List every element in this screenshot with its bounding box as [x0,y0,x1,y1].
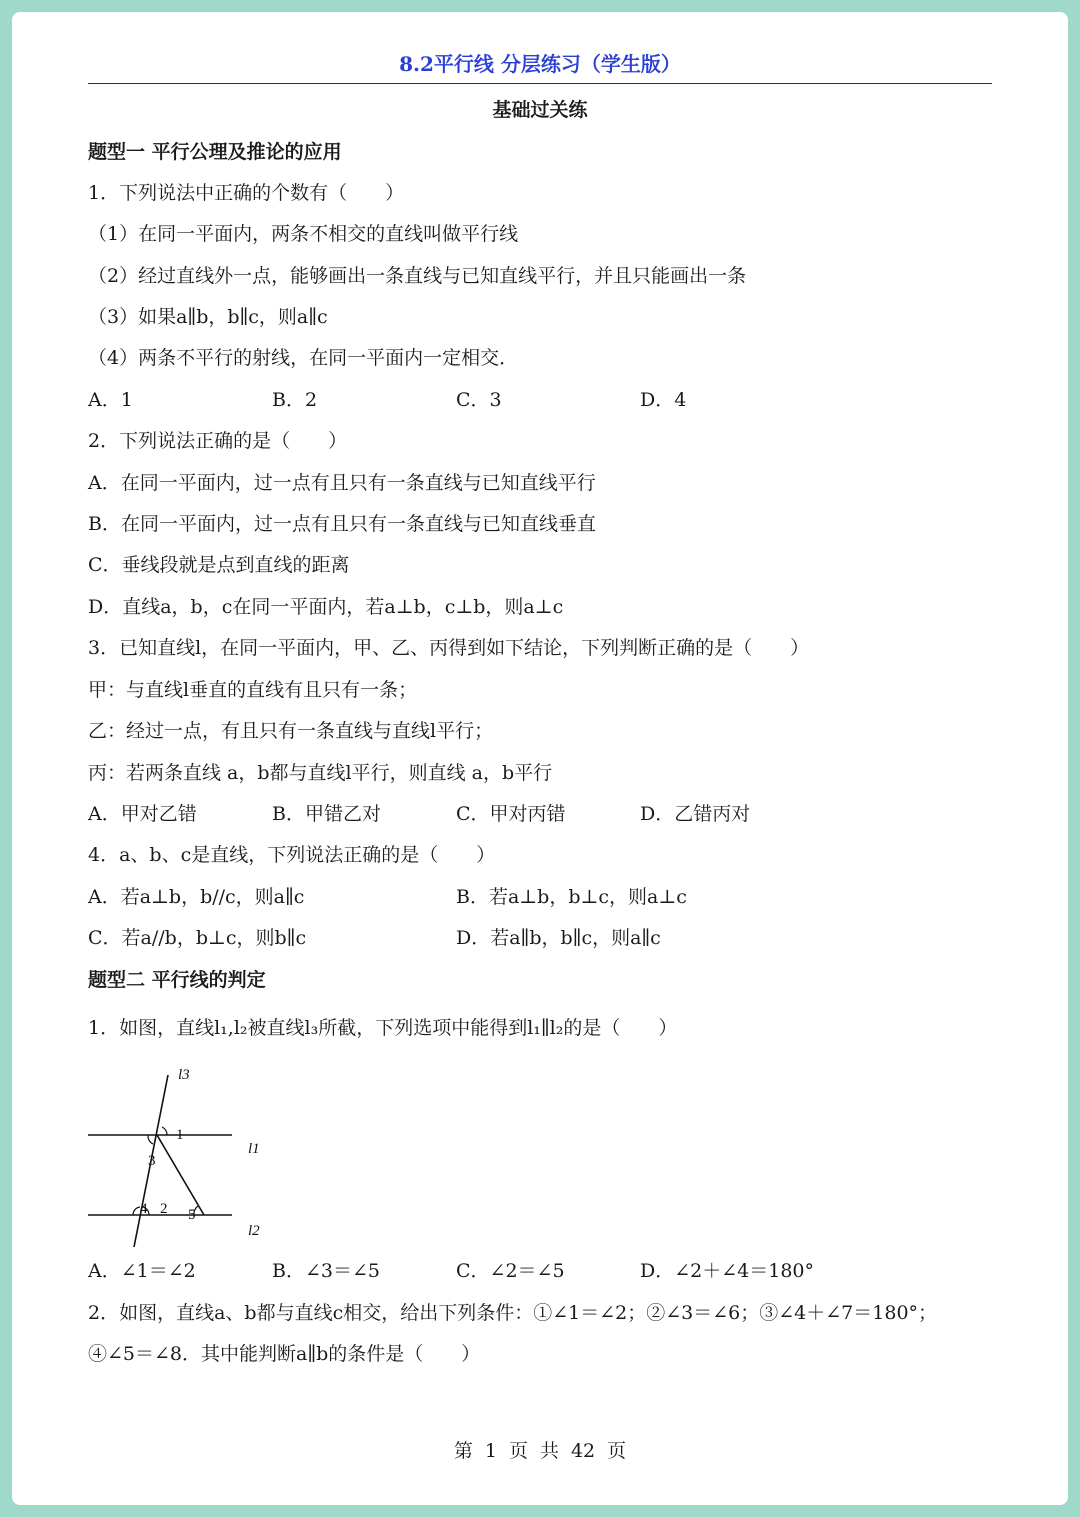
t1-q3-option-c: C．甲对丙错 [456,803,566,825]
footer-page-word: 页 [508,1440,528,1462]
t2-q2-line-1: 2．如图，直线a、b都与直线c相交，给出下列条件：①∠1＝∠2；②∠3＝∠6；③∠4＋∠7＝180°； [88,1302,938,1324]
t1-q2-option-a: A．在同一平面内，过一点有且只有一条直线与已知直线平行 [88,472,596,494]
t1-q2-option-c: C．垂线段就是点到直线的距离 [88,554,350,576]
t1-q3-bing: 丙：若两条直线 a，b都与直线l平行，则直线 a，b平行 [88,762,553,784]
t1-q4-option-a: A．若a⊥b，b//c，则a∥c [88,886,305,908]
t1-q2-option-d: D．直线a，b，c在同一平面内，若a⊥b，c⊥b，则a⊥c [88,596,564,618]
t1-q1-statement-3: （3）如果a∥b，b∥c，则a∥c [88,306,328,328]
t1-q1-option-a: A．1 [88,389,133,411]
label-angle-1: 1 [176,1127,184,1143]
section-title: 基础过关练 [492,99,588,121]
type1-heading: 题型一 平行公理及推论的应用 [88,141,342,163]
page-footer [12,1436,1068,1463]
footer-total-pages: 42 [570,1440,596,1462]
parallel-lines-figure [82,1057,282,1257]
label-angle-3: 3 [148,1153,156,1169]
document-title: 8.2平行线 分层练习（学生版） [399,52,681,76]
angle-1-arc [162,1127,167,1135]
footer-page-number: 1 [484,1440,497,1462]
t1-q3-option-b: B．甲错乙对 [272,803,381,825]
document-page [12,12,1068,1505]
t1-q3-yi: 乙：经过一点，有且只有一条直线与直线l平行； [88,720,494,742]
t1-q1-option-d: D．4 [640,389,687,411]
t1-q3-option-d: D．乙错丙对 [640,803,751,825]
t1-q4-option-d: D．若a∥b，b∥c，则a∥c [456,927,661,949]
label-l3: l3 [178,1067,190,1083]
t1-q2-option-b: B．在同一平面内，过一点有且只有一条直线与已知直线垂直 [88,513,596,535]
footer-total-suffix: 页 [607,1440,627,1462]
angle-3-arc [148,1135,153,1144]
t1-q1-option-b: B．2 [272,389,318,411]
t1-q3-jia: 甲：与直线l垂直的直线有且只有一条； [88,679,418,701]
t2-q1-option-d: D．∠2＋∠4＝180° [640,1260,815,1282]
t2-q1-option-c: C．∠2＝∠5 [456,1260,565,1282]
t1-q1-statement-1: （1）在同一平面内，两条不相交的直线叫做平行线 [88,223,519,245]
header-divider [88,83,992,84]
label-angle-2: 2 [160,1201,168,1217]
t2-q2-line-2: ④∠5＝∠8．其中能判断a∥b的条件是（ ） [88,1343,481,1365]
footer-total-prefix: 共 [539,1440,559,1462]
t1-q2-stem: 2．下列说法正确的是（ ） [88,430,348,452]
t2-q1-option-a: A．∠1＝∠2 [88,1260,196,1282]
t1-q3-option-a: A．甲对乙错 [88,803,197,825]
angle-4-arc [133,1207,140,1215]
t1-q4-option-c: C．若a//b，b⊥c，则b∥c [88,927,307,949]
t1-q1-statement-2: （2）经过直线外一点，能够画出一条直线与已知直线平行，并且只能画出一条 [88,265,747,287]
t1-q4-option-b: B．若a⊥b，b⊥c，则a⊥c [456,886,687,908]
label-angle-4: 4 [140,1201,148,1217]
t1-q4-stem: 4．a、b、c是直线，下列说法正确的是（ ） [88,844,496,866]
t1-q1-statement-4: （4）两条不平行的射线，在同一平面内一定相交． [88,347,519,369]
t1-q3-stem: 3．已知直线l，在同一平面内，甲、乙、丙得到如下结论，下列判断正确的是（ ） [88,637,810,659]
footer-prefix: 第 [453,1440,473,1462]
t2-q1-option-b: B．∠3＝∠5 [272,1260,380,1282]
type2-heading: 题型二 平行线的判定 [88,969,266,991]
t1-q1-stem: 1．下列说法中正确的个数有（ ） [88,182,405,204]
label-angle-5: 5 [188,1207,196,1223]
label-l1: l1 [248,1141,260,1157]
label-l2: l2 [248,1223,260,1239]
t2-q1-stem: 1．如图，直线l₁,l₂被直线l₃所截，下列选项中能得到l₁∥l₂的是（ ） [88,1017,678,1039]
t1-q1-option-c: C．3 [456,389,502,411]
